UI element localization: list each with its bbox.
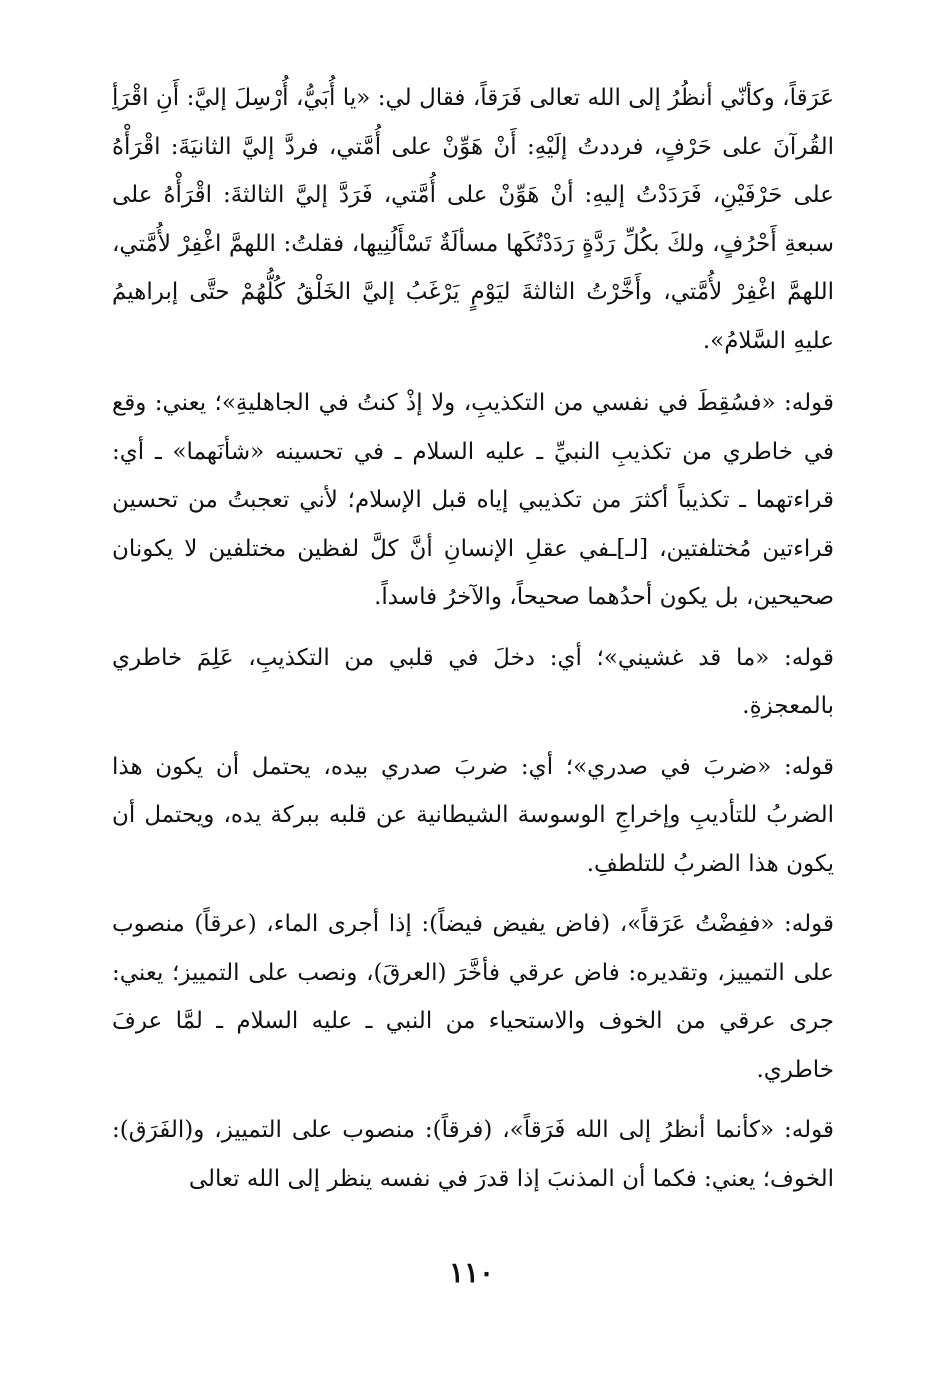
paragraph-hadith-text: عَرَقاً، وكأنّي أنظُرُ إلى الله تعالى فَرَقاً، فقال لي: «يا أُبَيُّ، أُرْسِلَ إليَّ: أَنِ اقْرَأِ القُرآنَ على حَرْفٍ، فرددتُ إلَيْهِ: أَنْ هَوِّنْ على أُمَّتي، فردَّ إليَّ الثانيَةَ: اقْرَأْهُ على حَرْفَيْنِ، فَرَدَدْتُ إليهِ: أنْ هَوِّنْ على أُمَّتي، فَرَدَّ إليَّ الثالثةَ: اقْرَأْهُ على سبعةِ أَحْرُفٍ، ولكَ بكُلِّ رَدَّةٍ رَدَدْتُكَها مسألَةٌ تَسْأَلُنِيها، فقلتُ: اللهمَّ اغْفِرْ لأُمَّتي، اللهمَّ اغْفِرْ لأُمَّتي، وأَخَّرْتُ الثالثةَ ليَوْمٍ يَرْغَبُ إليَّ الخَلْقُ كُلُّهُمْ حتَّى إبراهيمُ عليهِ السَّلامُ».	[112, 85, 834, 354]
paragraph-commentary-faraqan: قوله: «كأنما أنظرُ إلى الله فَرَقاً»، (فرقاً): منصوب على التمييز، و(الفَرَق): الخوف؛ يعني: فكما أن المذنبَ إذا قدرَ في نفسه ينظر إلى الله تعالى	[112, 1117, 834, 1192]
page-number: ١١٠	[448, 1256, 495, 1289]
paragraph-commentary-ghashiyani: قوله: «ما قد غشيني»؛ أي: دخلَ في قلبي من التكذيبِ، عَلِمَ خاطري بالمعجزةِ.	[112, 644, 834, 719]
paragraph-commentary-fidtu: قوله: «ففِضْتُ عَرَقاً»، (فاض يفيض فيضاً): إذا أجرى الماء، (عرقاً) منصوب على التمييز، وتقديره: فاض عرقي فأخَّرَ (العرقَ)، ونصب على التمييز؛ يعني: جرى عرقي من الخوف والاستحياء من النبي ـ عليه السلام ـ لمَّا عرفَ خاطري.	[112, 911, 834, 1083]
page-body	[112, 74, 834, 1264]
paragraph-commentary-daraba: قوله: «ضربَ في صدري»؛ أي: ضربَ صدري بيده، يحتمل أن يكون هذا الضربُ للتأديبِ وإخراجِ الوسوسة الشيطانية عن قلبه ببركة يده، ويحتمل أن يكون هذا الضربُ للتلطفِ.	[112, 753, 834, 877]
paragraph-commentary-suqita: قوله: «فسُقِطَ في نفسي من التكذيبِ، ولا إذْ كنتُ في الجاهليةِ»؛ يعني: وقع في خاطري من تكذيبِ النبيِّ ـ عليه السلام ـ في تحسينه «شأنَهما» ـ أي: قراءتهما ـ تكذيباً أكثرَ من تكذيبي إياه قبل الإسلام؛ لأني تعجبتُ من تحسين قراءتين مُختلفتين، [لـ]ـفي عقلِ الإنسانِ أنَّ كلَّ لفظين مختلفين لا يكونان صحيحين، بل يكون أحدُهما صحيحاً، والآخرُ فاسداً.	[112, 390, 834, 610]
